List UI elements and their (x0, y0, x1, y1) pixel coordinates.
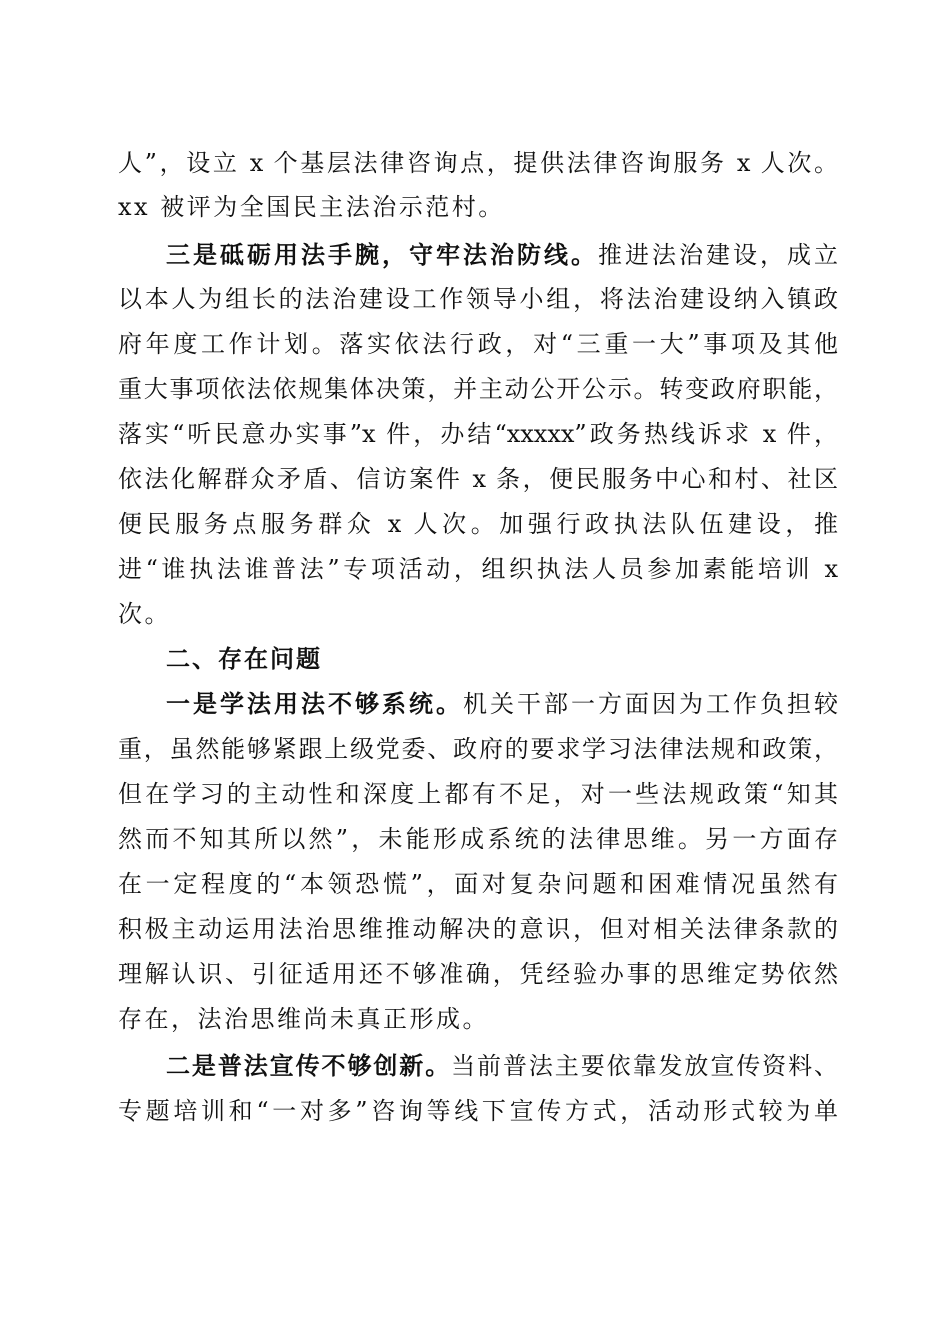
problem-two-first-line (166, 1044, 838, 1088)
problem-one-line: 但在学习的主动性和深度上都有不足，对一些法规政策“知其 (118, 780, 838, 808)
section-three-first-line-text: 推进法治建设，成立 (598, 241, 838, 269)
section-three-line: 落实“听民意办实事”x 件，办结“xxxxx”政务热线诉求 x 件， (118, 420, 838, 448)
problem-one-lead: 一是学法用法不够系统。 (166, 690, 463, 718)
section-three-lead: 三是砥砺用法手腕，守牢法治防线。 (166, 241, 598, 269)
problem-one-line: 积极主动运用法治思维推动解决的意识，但对相关法律条款的 (118, 915, 838, 943)
section-three-first-line (166, 233, 838, 277)
problem-one-first-line-text: 机关干部一方面因为工作负担较 (463, 690, 838, 718)
section-three-line: 府年度工作计划。落实依法行政，对“三重一大”事项及其他 (118, 330, 838, 358)
problem-two-lead: 二是普法宣传不够创新。 (166, 1052, 452, 1080)
intro-line-2: xx 被评为全国民主法治示范村。 (118, 193, 505, 221)
problem-one-line: 重，虽然能够紧跟上级党委、政府的要求学习法律法规和政策， (118, 735, 838, 763)
problem-one-line: 在一定程度的“本领恐慌”，面对复杂问题和困难情况虽然有 (118, 870, 838, 898)
problem-one-line: 存在，法治思维尚未真正形成。 (118, 1005, 489, 1033)
section-three-line: 依法化解群众矛盾、信访案件 x 条，便民服务中心和村、社区 (118, 465, 838, 493)
problem-one-first-line (166, 682, 838, 726)
section-three-line: 次。 (118, 600, 171, 628)
problem-two-line: 专题培训和“一对多”咨询等线下宣传方式，活动形式较为单 (118, 1097, 838, 1125)
section-three-line: 重大事项依法依规集体决策，并主动公开公示。转变政府职能， (118, 375, 838, 403)
problem-two-first-line-text: 当前普法主要依靠发放宣传资料、 (451, 1052, 839, 1080)
section-three-line: 便民服务点服务群众 x 人次。加强行政执法队伍建设，推 (118, 510, 838, 538)
section-three-line: 进“谁执法谁普法”专项活动，组织执法人员参加素能培训 x (118, 555, 838, 583)
section-three-line: 以本人为组长的法治建设工作领导小组，将法治建设纳入镇政 (118, 285, 838, 313)
problem-one-line: 然而不知其所以然”，未能形成系统的法律思维。另一方面存 (118, 825, 838, 853)
intro-line-1: 人”，设立 x 个基层法律咨询点，提供法律咨询服务 x 人次。 (118, 149, 838, 177)
problem-one-line: 理解认识、引征适用还不够准确，凭经验办事的思维定势依然 (118, 960, 838, 988)
section-heading-problems: 二、存在问题 (166, 645, 322, 673)
